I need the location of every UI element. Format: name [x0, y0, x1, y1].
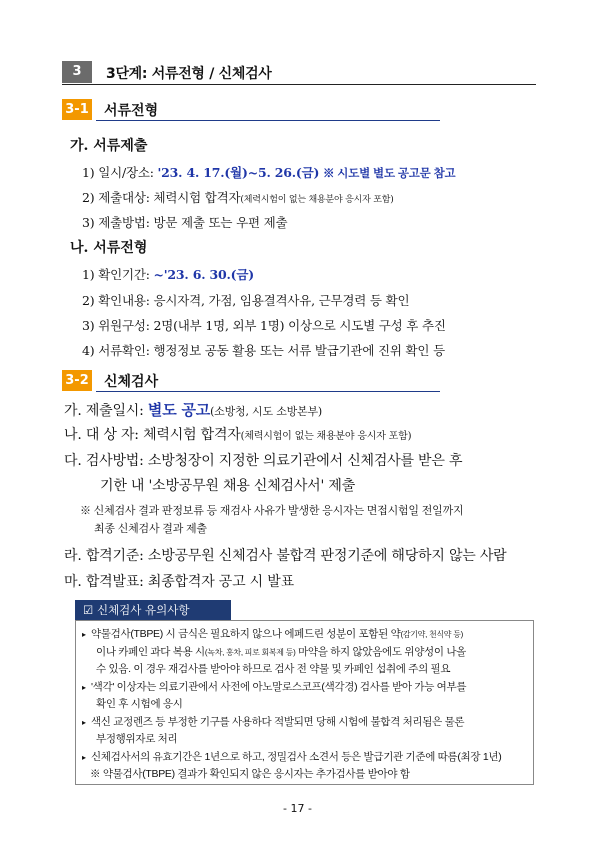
list-item: 3) 위원구성: 2명(내부 1명, 외부 1명) 이상으로 시도별 구성 후 추진	[82, 318, 446, 333]
notice-bullet-4: ▸ 신체검사서의 유효기간은 1년으로 하고, 정밀검사 소견서 등은 발급기관 기준에 따름(최장 1년)	[82, 751, 502, 763]
subsection-number: 3-2	[62, 370, 92, 391]
list-item: 마. 합격발표: 최종합격자 공고 시 발표	[64, 574, 294, 590]
list-item: 1) 일시/장소: '23. 4. 17.(월)~5. 26.(금) ※ 시도별 별도 공고문 참고	[82, 165, 456, 180]
subsection-divider	[96, 391, 440, 392]
list-item: 4) 서류확인: 행정정보 공동 활용 또는 서류 발급기관에 진위 확인 등	[82, 343, 445, 358]
list-item: 라. 합격기준: 소방공무원 신체검사 불합격 판정기준에 해당하지 않는 사람	[64, 548, 507, 564]
heading-ga: 가. 서류제출	[70, 138, 148, 154]
subsection-divider	[96, 120, 440, 121]
bullet-icon: ▸	[82, 753, 86, 762]
notice-box-title: ☑ 신체검사 유의사항	[75, 600, 231, 620]
bullet-icon: ▸	[82, 630, 86, 639]
bullet-icon: ▸	[82, 718, 86, 727]
page-number: - 17 -	[283, 802, 312, 815]
list-item: 가. 제출일시: 별도 공고(소방청, 시도 소방본부)	[64, 401, 322, 419]
list-item: 2) 제출대상: 체력시험 합격자(체력시험이 없는 채용분야 응시자 포함)	[82, 190, 394, 205]
notice-text: 확인 후 시험에 응시	[96, 698, 183, 710]
list-item: 2) 확인내용: 응시자격, 가점, 임용결격사유, 근무경력 등 확인	[82, 293, 410, 308]
notice-bullet-1: ▸ 약물검사(TBPE) 시 금식은 필요하지 않으나 에페드린 성분이 포함된 약(감기약, 천식약 등)	[82, 628, 463, 640]
list-item: 나. 대 상 자: 체력시험 합격자(체력시험이 없는 채용분야 응시자 포함)	[64, 427, 412, 443]
subsection-title: 서류전형	[104, 103, 159, 119]
note-text: 최종 신체검사 결과 제출	[94, 523, 207, 535]
notice-bullet-2: ▸ '색각' 이상자는 의료기관에서 사전에 아노말로스코프(색각경) 검사를 받아 가능 여부를	[82, 681, 467, 693]
bullet-icon: ▸	[82, 683, 86, 692]
subsection-number: 3-1	[62, 99, 92, 120]
section-divider	[62, 84, 536, 85]
list-item: 다. 검사방법: 소방청장이 지정한 의료기관에서 신체검사를 받은 후	[64, 453, 463, 469]
list-item: 1) 확인기간: ~'23. 6. 30.(금)	[82, 267, 254, 282]
notice-note: ※ 약물검사(TBPE) 결과가 확인되지 않은 응시자는 추가검사를 받아야 함	[90, 768, 410, 780]
notice-text: 수 있음. 이 경우 재검사를 받아야 하므로 검사 전 약물 및 카페인 섭취에 주의 필요	[96, 663, 451, 675]
list-item-continuation: 기한 내 '소방공무원 채용 신체검사서' 제출	[100, 478, 356, 494]
section-number: 3	[62, 61, 92, 83]
list-item: 3) 제출방법: 방문 제출 또는 우편 제출	[82, 215, 288, 230]
section-title: 3단계: 서류전형 / 신체검사	[106, 66, 272, 82]
notice-text: 부정행위자로 처리	[96, 733, 178, 745]
subsection-title: 신체검사	[104, 374, 159, 390]
note-text: ※ 신체검사 결과 판정보류 등 재검사 사유가 발생한 응시자는 면접시험일 전일까지	[80, 505, 464, 517]
notice-text: 이나 카페인 과다 복용 시(녹차, 홍차, 피로 회복제 등) 마약을 하지 않았음에도 위양성이 나올	[96, 646, 467, 658]
notice-bullet-3: ▸ 색신 교정렌즈 등 부정한 기구를 사용하다 적발되면 당해 시험에 불합격 처리됨은 물론	[82, 716, 465, 728]
heading-na: 나. 서류전형	[70, 240, 148, 256]
